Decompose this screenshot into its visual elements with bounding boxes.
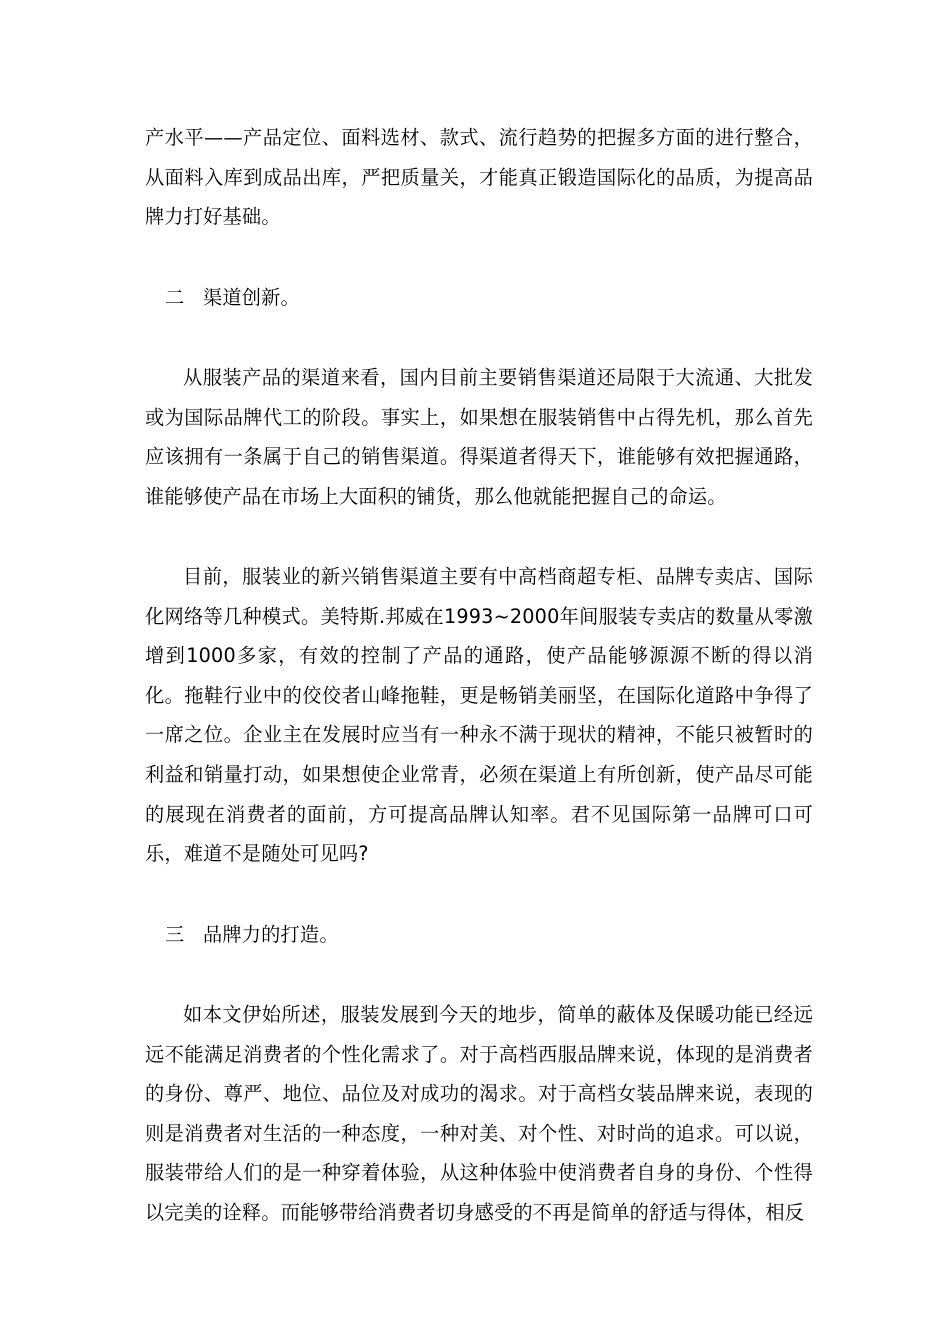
section-two-title: 渠道创新。: [203, 286, 300, 309]
section-two-heading: [165, 278, 300, 318]
section-three-title: 品牌力的打造。: [203, 923, 339, 946]
intro-paragraph: 产水平——产品定位、面料选材、款式、流行趋势的把握多方面的进行整合，从面料入库到成品出库，严把质量关，才能真正锻造国际化的品质，为提高品牌力打好基础。: [145, 126, 813, 229]
channel-paragraph-2: 目前，服装业的新兴销售渠道主要有中高档商超专柜、品牌专卖店、国际化网络等几种模式。美特斯.邦威在1993~2000年间服装专卖店的数量从零激增到1000多家，有效的控制了产品的通路，使产品能够源源不断的得以消化。拖鞋行业中的佼佼者山峰拖鞋，更是畅销美丽坚，在国际化道路中争得了一席之位。企业主在发展时应当有一种永不满于现状的精神，不能只被暂时的利益和销量打动，如果想使企业常青，必须在渠道上有所创新，使产品尽可能的展现在消费者的面前，方可提高品牌认知率。君不见国际第一品牌可口可乐，难道不是随处可见吗?: [145, 565, 813, 866]
channel-paragraph-1: 从服装产品的渠道来看，国内目前主要销售渠道还局限于大流通、大批发或为国际品牌代工的阶段。事实上，如果想在服装销售中占得先机，那么首先应该拥有一条属于自己的销售渠道。得渠道者得天下，谁能够有效把握通路，谁能够使产品在市场上大面积的铺货，那么他就能把握自己的命运。: [145, 366, 813, 508]
section-two-number: 二: [165, 286, 185, 309]
brand-paragraph: 如本文伊始所述，服装发展到今天的地步，简单的蔽体及保暖功能已经远远不能满足消费者的个性化需求了。对于高档西服品牌来说，体现的是消费者的身份、尊严、地位、品位及对成功的渴求。对于高档女装品牌来说，表现的则是消费者对生活的一种态度，一种对美、对个性、对时尚的追求。可以说，服装带给人们的是一种穿着体验，从这种体验中使消费者自身的身份、个性得以完美的诠释。而能够带给消费者切身感受的不再是简单的舒适与得体，相反: [145, 1003, 813, 1224]
section-three-heading: [165, 915, 339, 955]
section-three-number: 三: [165, 923, 185, 946]
